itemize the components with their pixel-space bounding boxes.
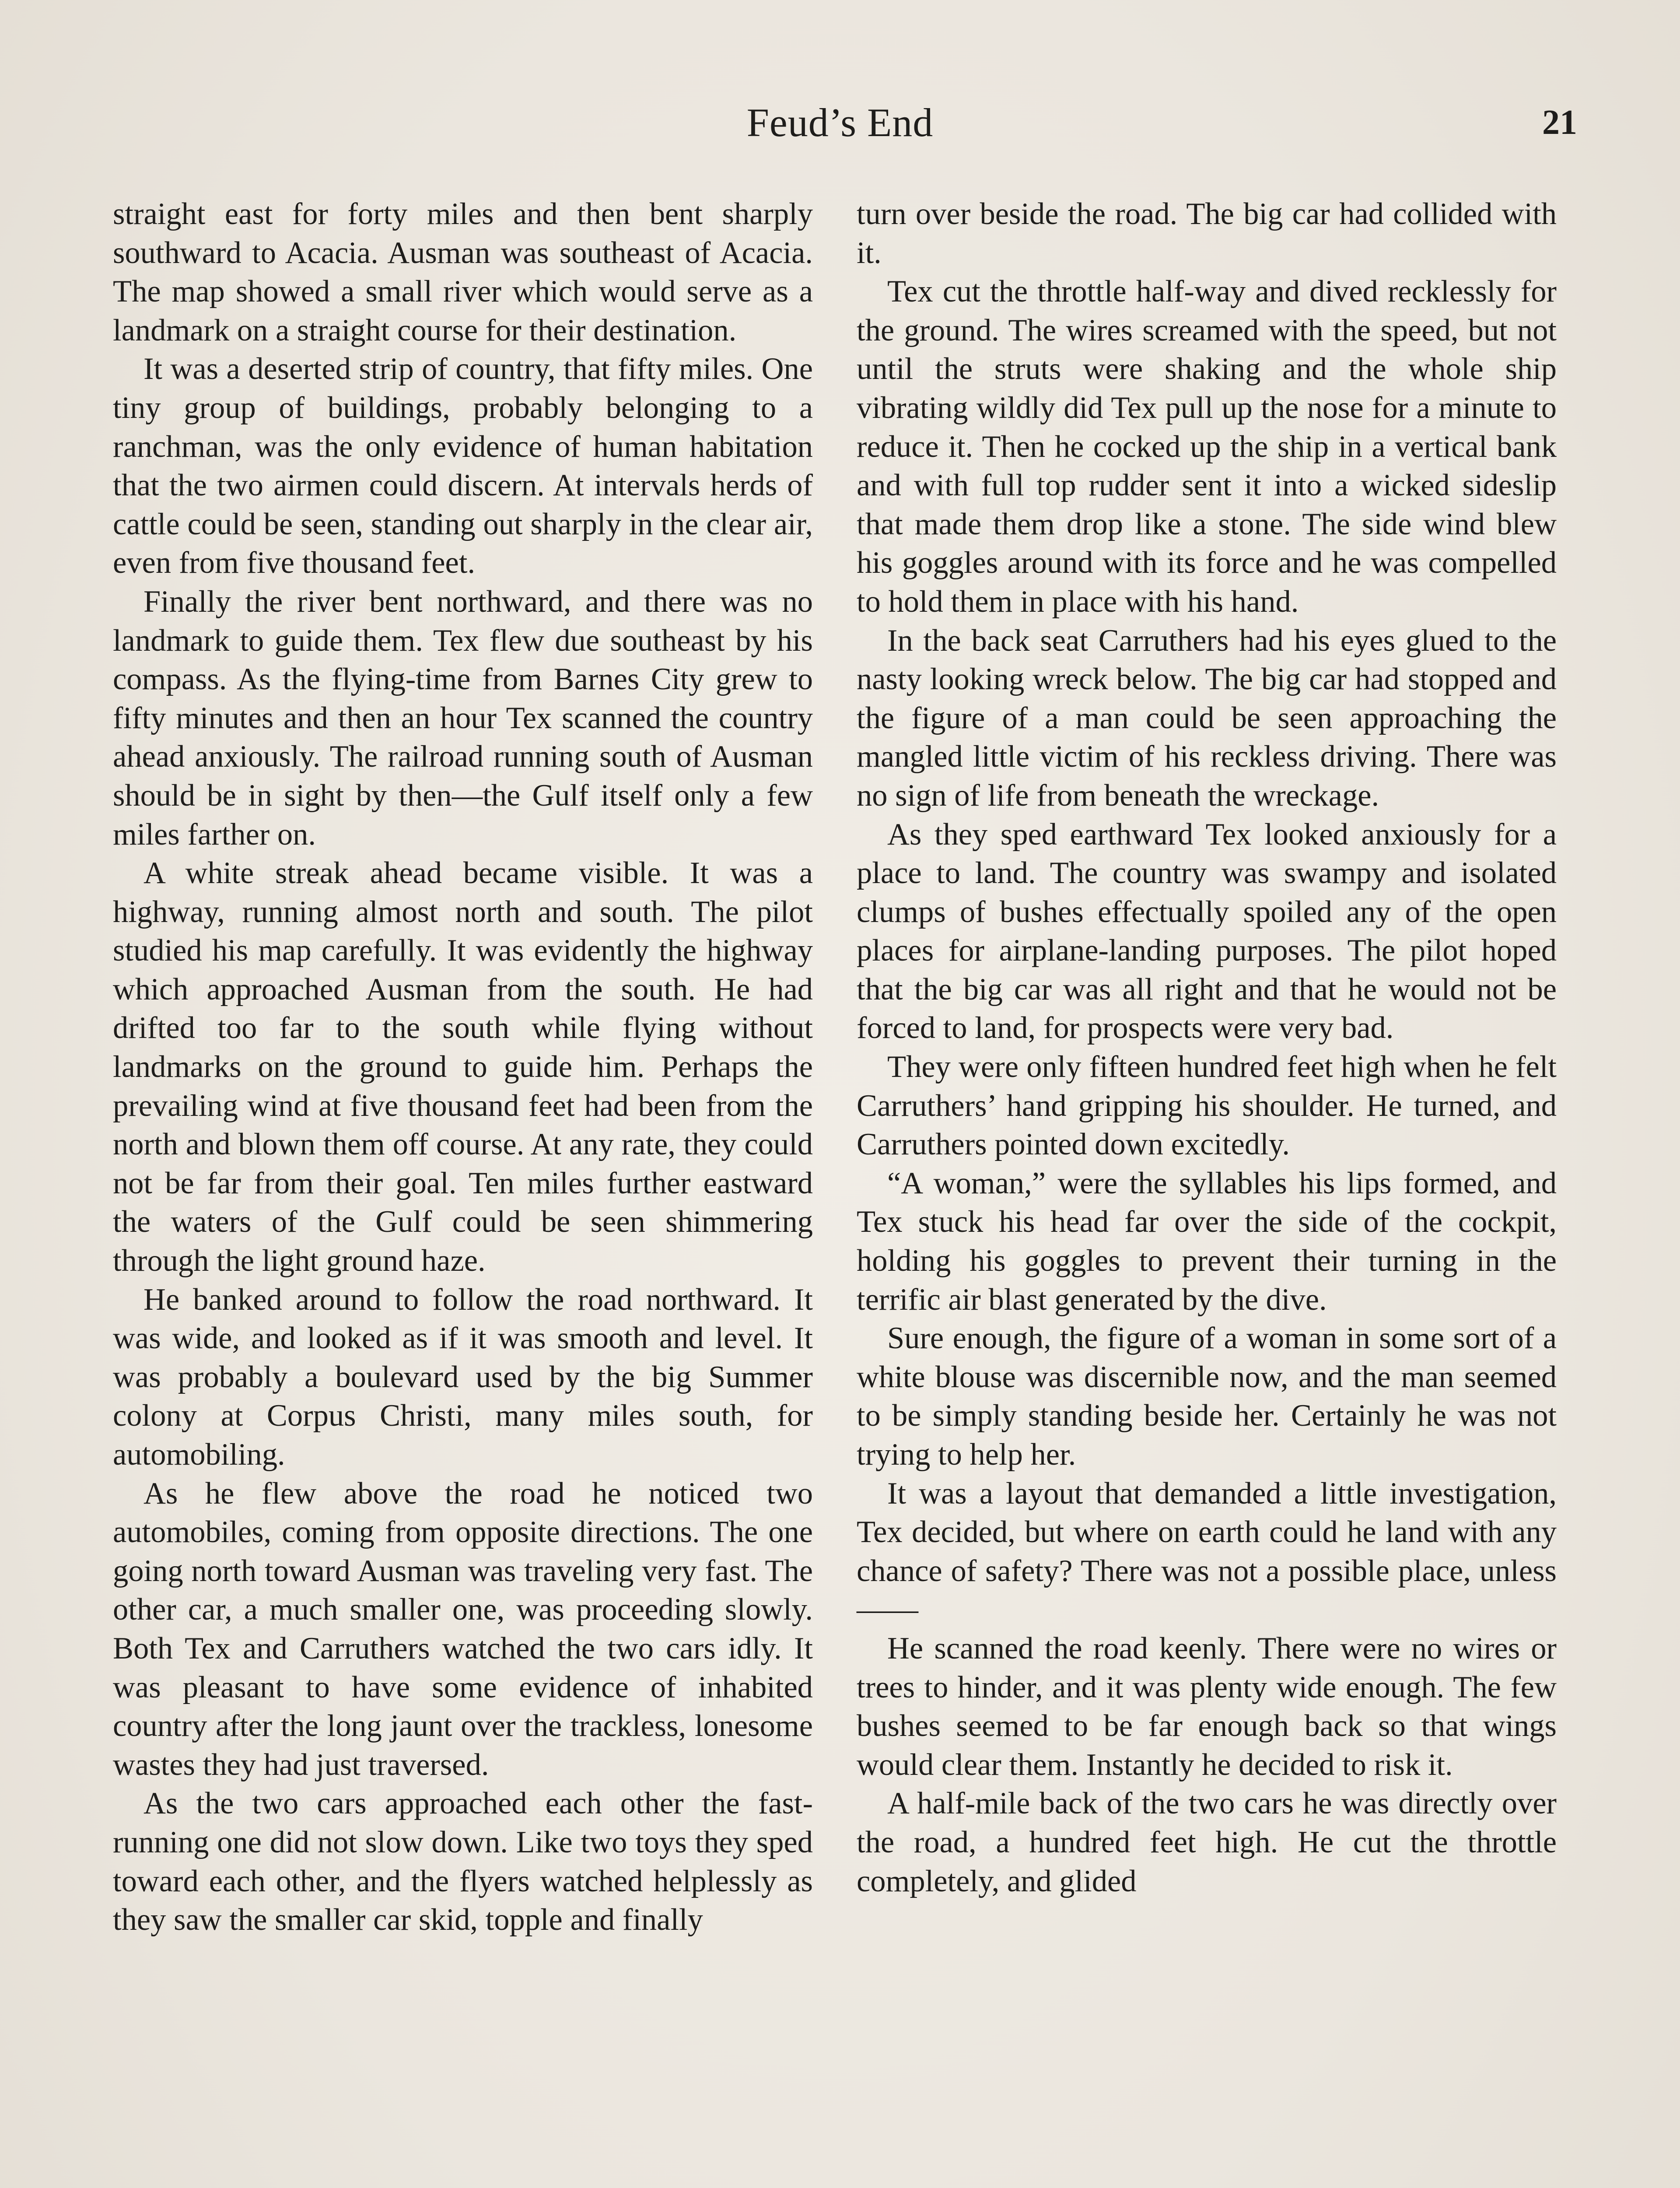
paragraph: Sure enough, the figure of a woman in some sort of a white blouse was discernible now, and the man seemed to be simply standing beside her. Certainly he was not trying to help her. (857, 1321, 1557, 1472)
page-number: 21 (1542, 103, 1577, 142)
page-title: Feud’s End (746, 100, 934, 145)
paragraph: It was a deserted strip of country, that fifty miles. One tiny group of buildings, probably belonging to a ranchman, was the only evidence of human habitation that the two airmen could discern. At intervals herds of cattle could be seen, standing out sharply in the clear air, even from five thousand feet. (113, 352, 813, 580)
paragraph: Tex cut the throttle half-way and dived recklessly for the ground. The wires screamed with the speed, but not until the struts were shaking and the whole ship vibrating wildly did Tex pull up the nose for a minute to reduce it. Then he cocked up the ship in a vertical bank and with full top rudder sent it into a wicked sideslip that made them drop like a stone. The side wind blew his goggles around with its force and he was compelled to hold them in place with his hand. (857, 274, 1557, 619)
paragraph: He banked around to follow the road northward. It was wide, and looked as if it was smooth and level. It was probably a boulevard used by the big Summer colony at Corpus Christi, many miles south, for automobiling. (113, 1282, 813, 1472)
paragraph: A white streak ahead became visible. It was a highway, running almost north and south. The pilot studied his map carefully. It was evidently the highway which approached Ausman from the south. He had drifted too far to the south while flying without landmarks on the ground to guide him. Perhaps the prevailing wind at five thousand feet had been from the north and blown them off course. At any rate, they could not be far from their goal. Ten miles further eastward the waters of the Gulf could be seen shimmering through the light ground haze. (113, 856, 813, 1278)
right-column (857, 195, 1557, 1900)
paragraph: As he flew above the road he noticed two automobiles, coming from opposite directions. The one going north toward Ausman was traveling very fast. The other car, a much smaller one, was proceeding slowly. Both Tex and Carruthers watched the two cars idly. It was pleasant to have some evidence of inhabited country after the long jaunt over the trackless, lonesome wastes they had just traversed. (113, 1476, 813, 1782)
paragraph: A half-mile back of the two cars he was directly over the road, a hundred feet high. He cut the throttle completely, and glided (857, 1786, 1557, 1898)
paragraph: turn over beside the road. The big car had collided with it. (857, 197, 1557, 270)
paragraph: As they sped earthward Tex looked anxiously for a place to land. The country was swampy and isolated clumps of bushes effectually spoiled any of the open places for airplane-landing purposes. The pilot hoped that the big car was all right and that he would not be forced to land, for prospects were very bad. (857, 817, 1557, 1045)
paragraph: Finally the river bent northward, and there was no landmark to guide them. Tex flew due southeast by his compass. As the flying-time from Barnes City grew to fifty minutes and then an hour Tex scanned the country ahead anxiously. The railroad running south of Ausman should be in sight by then—the Gulf itself only a few miles farther on. (113, 584, 813, 852)
paragraph: straight east for forty miles and then bent sharply southward to Acacia. Ausman was southeast of Acacia. The map showed a small river which would serve as a landmark on a straight course for their destination. (113, 197, 813, 347)
left-column (113, 195, 813, 1939)
paragraph: As the two cars approached each other the fast-running one did not slow down. Like two toys they sped toward each other, and the flyers watched helplessly as they saw the smaller car skid, topple and finally (113, 1786, 813, 1937)
paragraph: “A woman,” were the syllables his lips formed, and Tex stuck his head far over the side of the cockpit, holding his goggles to prevent their turning in the terrific air blast generated by the dive. (857, 1166, 1557, 1317)
paragraph: In the back seat Carruthers had his eyes glued to the nasty looking wreck below. The big car had stopped and the figure of a man could be seen approaching the mangled little victim of his reckless driving. There was no sign of life from beneath the wreckage. (857, 623, 1557, 813)
running-head (0, 98, 1680, 147)
paragraph: It was a layout that demanded a little investigation, Tex decided, but where on earth could he land with any chance of safety? There was not a possible place, unless—— (857, 1476, 1557, 1627)
paragraph: He scanned the road keenly. There were no wires or trees to hinder, and it was plenty wide enough. The few bushes seemed to be far enough back so that wings would clear them. Instantly he decided to risk it. (857, 1631, 1557, 1782)
paragraph: They were only fifteen hundred feet high when he felt Carruthers’ hand gripping his shoulder. He turned, and Carruthers pointed down excitedly. (857, 1050, 1557, 1162)
